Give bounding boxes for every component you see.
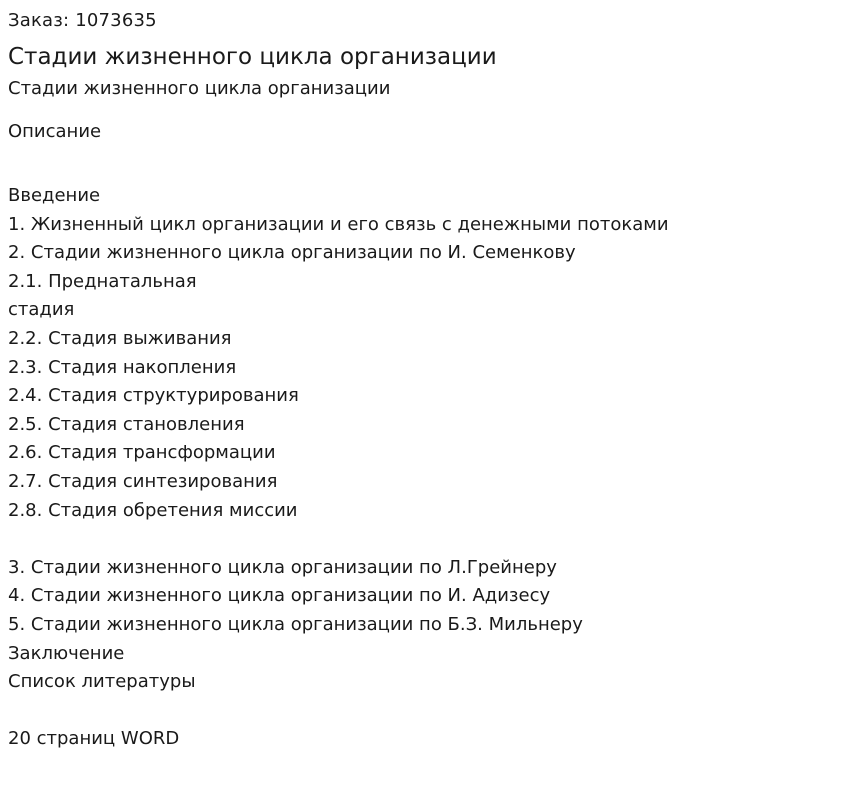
toc-line: 2.2. Стадия выживания <box>8 327 232 349</box>
toc-line: 1. Жизненный цикл организации и его связь с денежными потоками <box>8 213 669 235</box>
toc-blank-line <box>8 697 847 726</box>
toc-line: 2.5. Стадия становления <box>8 413 245 435</box>
toc-line: 2. Стадии жизненного цикла организации по И. Семенкову <box>8 242 576 264</box>
order-number: Заказ: 1073635 <box>8 10 157 31</box>
toc-line: стадия <box>8 299 75 321</box>
toc-line: Заключение <box>8 642 125 664</box>
table-of-contents <box>8 182 847 754</box>
toc-blank-line <box>8 525 847 554</box>
toc-line: 20 страниц WORD <box>8 728 180 750</box>
toc-line: 2.8. Стадия обретения миссии <box>8 499 298 521</box>
toc-line: Введение <box>8 185 101 206</box>
description-heading: Описание <box>8 121 102 142</box>
toc-line: 2.3. Стадия накопления <box>8 356 237 378</box>
toc-line: 2.1. Преднатальная <box>8 270 197 292</box>
toc-line: 3. Стадии жизненного цикла организации по Л.Грейнеру <box>8 556 557 578</box>
toc-line: 2.6. Стадия трансформации <box>8 442 276 464</box>
page-subtitle: Стадии жизненного цикла организации <box>8 78 391 99</box>
page-title: Стадии жизненного цикла организации <box>8 44 497 70</box>
toc-line: Список литературы <box>8 671 196 693</box>
toc-line: 2.7. Стадия синтезирования <box>8 470 278 492</box>
toc-line: 5. Стадии жизненного цикла организации по Б.З. Мильнеру <box>8 613 583 635</box>
toc-line: 4. Стадии жизненного цикла организации по И. Адизесу <box>8 585 551 607</box>
toc-line: 2.4. Стадия структурирования <box>8 385 299 407</box>
